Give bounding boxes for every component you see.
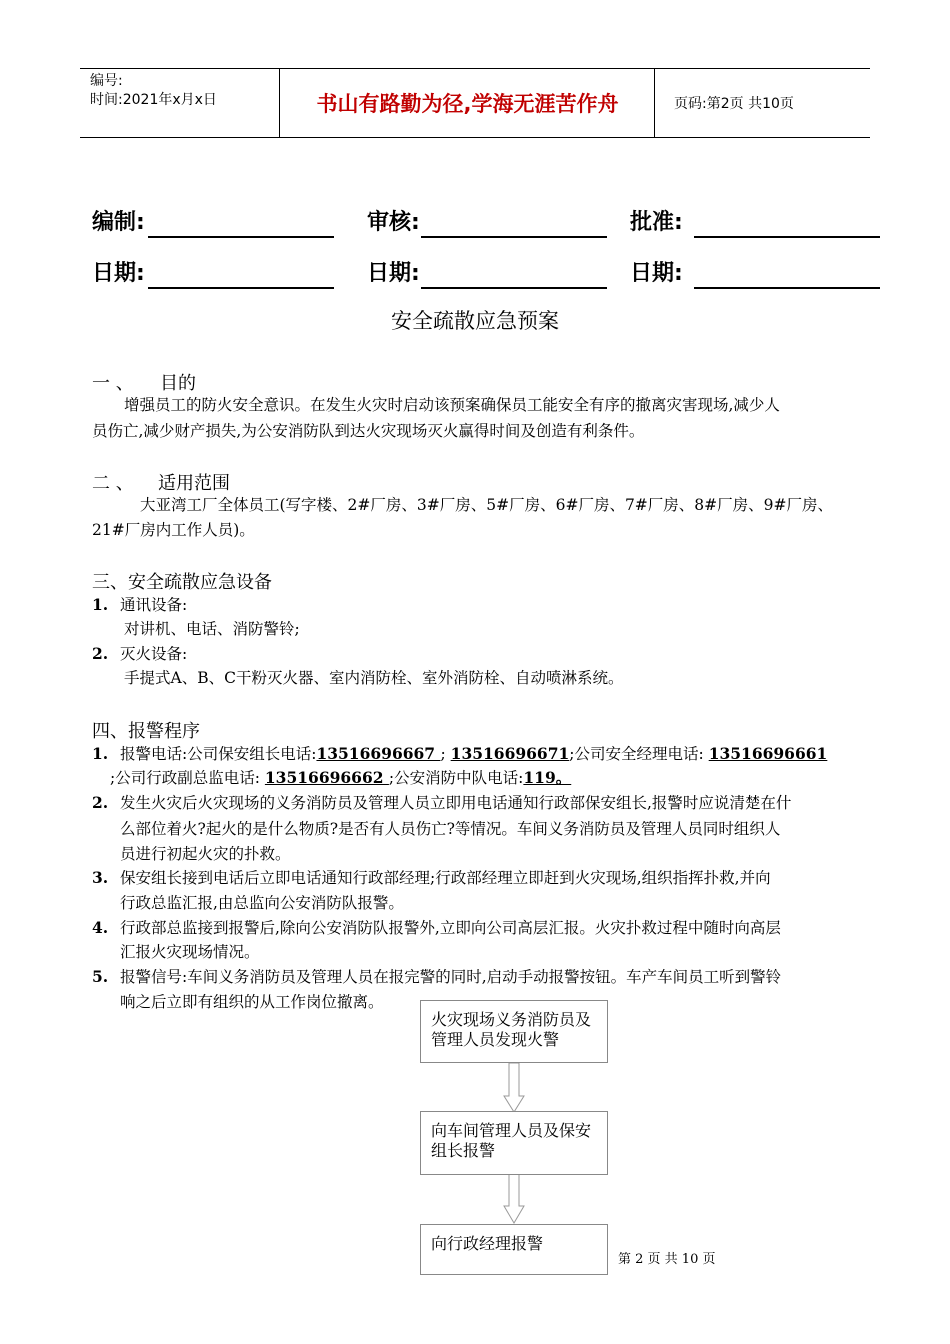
s4-item1-text-b: ;公司安全经理电话: — [569, 745, 704, 763]
s4-item4-line1: 行政部总监接到报警后,除向公安消防队报警外,立即向公司高层汇报。火灾扑救过程中随时向高层 — [120, 919, 781, 937]
s4-item1-text-d: ;公安消防中队电话: — [388, 769, 524, 787]
s4-item2-line1: 发生火灾后火灾现场的义务消防员及管理人员立即用电话通知行政部保安组长,报警时应说清楚在什 — [120, 794, 792, 812]
s4-item4-number: 4. — [92, 918, 109, 937]
header-table — [80, 68, 870, 138]
section-3-heading: 三、安全疏散应急设备 — [92, 572, 272, 593]
phone-security-2: 13516696671 — [450, 744, 570, 763]
document-title: 安全疏散应急预案 — [391, 309, 559, 333]
phone-safety-manager: 13516696661 — [708, 744, 828, 763]
separator: ; — [440, 745, 446, 763]
s4-item2-line3: 员进行初起火灾的扑救。 — [120, 845, 291, 863]
phone-security-1: 13516696667 — [316, 744, 441, 763]
s4-item1-line1 — [120, 742, 827, 766]
s4-item3-number: 3. — [92, 868, 109, 887]
arrow-down-icon — [504, 1174, 524, 1223]
motto: 书山有路勤为径,学海无涯苦作舟 — [281, 69, 655, 137]
section-2-line1: 大亚湾工厂全体员工(写字楼、2#厂房、3#厂房、5#厂房、6#厂房、7#厂房、8#厂房、9#厂房、 — [140, 496, 833, 514]
header-meta — [80, 69, 280, 137]
s4-item4-line2: 汇报火灾现场情况。 — [120, 943, 260, 961]
s3-item1-detail: 对讲机、电话、消防警铃; — [124, 620, 300, 638]
sig-line[interactable] — [148, 210, 334, 238]
date-label-3: 日期: — [630, 261, 683, 286]
sig-label-review: 审核: — [367, 210, 420, 235]
section-4-heading: 四、报警程序 — [92, 721, 200, 742]
s3-item1-number: 1. — [92, 595, 109, 614]
date-label-2: 日期: — [367, 261, 420, 286]
s3-item2-detail: 手提式A、B、C干粉灭火器、室内消防栓、室外消防栓、自动喷淋系统。 — [124, 669, 624, 687]
s4-item1-text-a: 报警电话:公司保安组长电话: — [120, 745, 317, 763]
s4-item3-line2: 行政总监汇报,由总监向公安消防队报警。 — [120, 894, 404, 912]
arrow-down-icon — [504, 1063, 524, 1112]
sig-line[interactable] — [694, 210, 880, 238]
page-info: 页码:第2页 共10页 — [674, 96, 794, 112]
section-1-heading: 目的 — [160, 373, 196, 394]
date-line[interactable] — [421, 261, 607, 289]
sig-label-approve: 批准: — [630, 210, 683, 235]
phone-admin-vp: 13516696662 — [264, 768, 389, 787]
section-1-number: 一 、 — [92, 373, 134, 394]
s3-item2-number: 2. — [92, 644, 109, 663]
date-line[interactable] — [148, 261, 334, 289]
section-2-line2: 21#厂房内工作人员)。 — [92, 521, 255, 539]
date-label-1: 日期: — [92, 261, 145, 286]
s4-item5-number: 5. — [92, 967, 109, 986]
date-line[interactable] — [694, 261, 880, 289]
s4-item3-line1: 保安组长接到电话后立即电话通知行政部经理;行政部经理立即赶到火灾现场,组织指挥扑救,并向 — [120, 869, 771, 887]
sig-line[interactable] — [421, 210, 607, 238]
s4-item5-line1: 报警信号:车间义务消防员及管理人员在报完警的同时,启动手动报警按钮。车产车间员工听到警铃 — [120, 968, 782, 986]
s4-item2-number: 2. — [92, 793, 109, 812]
s3-item1: 通讯设备: — [120, 596, 188, 614]
s4-item5-line2: 响之后立即有组织的从工作岗位撤离。 — [120, 993, 384, 1011]
s4-item2-line2: 么部位着火?起火的是什么物质?是否有人员伤亡?等情况。车间义务消防员及管理人员同时组织人 — [120, 820, 781, 838]
date-label: 时间:2021年x月x日 — [90, 92, 217, 108]
s3-item2: 灭火设备: — [120, 645, 188, 663]
flow-step-3: 向行政经理报警 — [420, 1224, 608, 1275]
phone-fire-brigade: 119。 — [523, 768, 572, 787]
s4-item1-line2 — [110, 766, 571, 790]
section-1-line2: 员伤亡,减少财产损失,为公安消防队到达火灾现场灭火赢得时间及创造有利条件。 — [92, 422, 645, 440]
flow-step-2: 向车间管理人员及保安组长报警 — [420, 1111, 608, 1175]
s4-item1-text-c: ;公司行政副总监电话: — [110, 769, 260, 787]
section-1-line1: 增强员工的防火安全意识。在发生火灾时启动该预案确保员工能安全有序的撤离灾害现场,减少人 — [124, 396, 780, 414]
section-2-heading: 适用范围 — [158, 473, 230, 494]
section-2-number: 二 、 — [92, 473, 134, 494]
page-footer: 第 2 页 共 10 页 — [618, 1252, 716, 1267]
number-label: 编号: — [90, 73, 123, 89]
sig-label-compile: 编制: — [92, 210, 145, 235]
s4-item1-number: 1. — [92, 744, 109, 763]
flow-step-1: 火灾现场义务消防员及管理人员发现火警 — [420, 1000, 608, 1063]
